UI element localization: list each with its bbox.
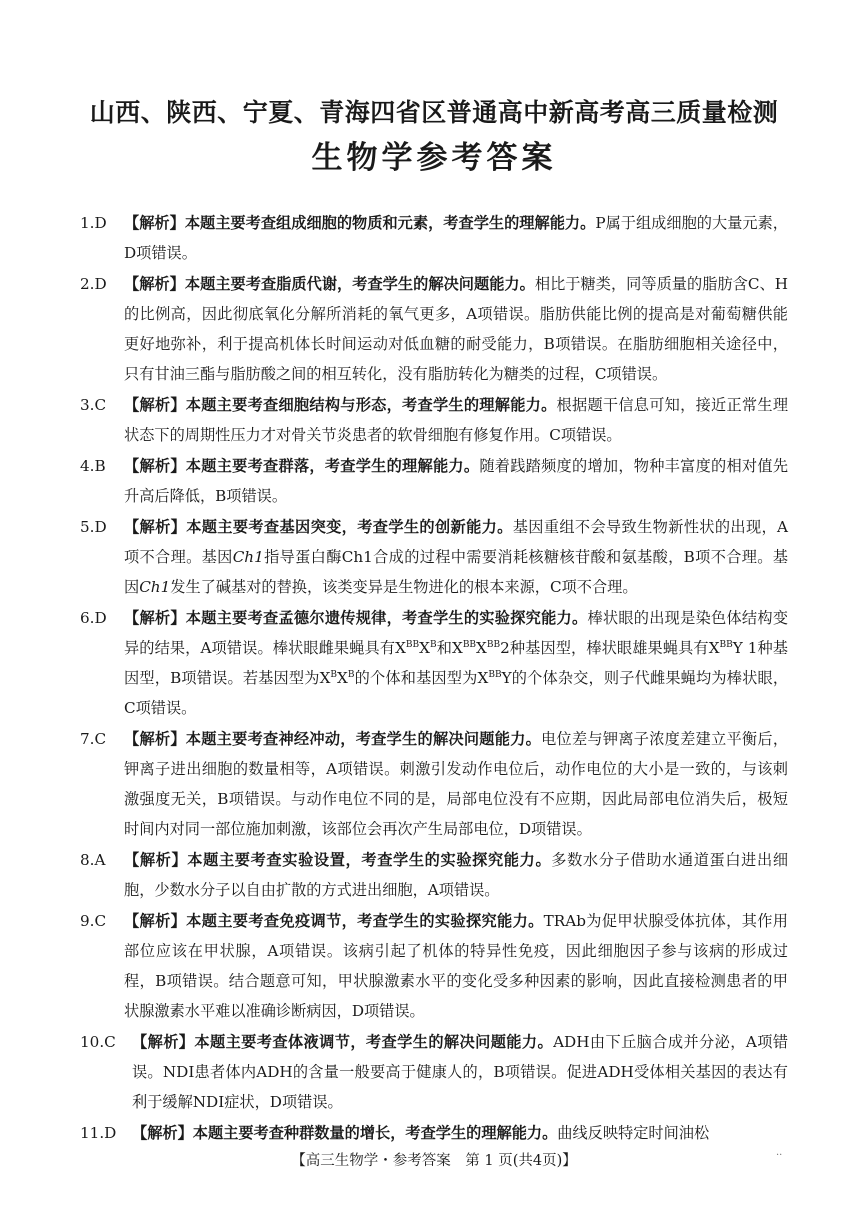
answer-content: 【解析】本题主要考查基因突变，考查学生的创新能力。基因重组不会导致生物新性状的出现，A项不合理。基因Ch1指导蛋白酶Ch1合成的过程中需要消耗核糖核苷酸和氨基酸，B项不合理。基因Ch1发生了碱基对的替换，该类变异是生物进化的根本来源，C项不合理。 bbox=[124, 518, 789, 596]
answer-number: 4.B bbox=[80, 457, 106, 475]
analysis-text: TRAb为促甲状腺受体抗体，其作用部位应该在甲状腺，A项错误。该病引起了机体的特异性免疫，因此细胞因子参与该病的形成过程，B项错误。结合题意可知，甲状腺激素水平的变化受多种因素的影响，因此直接检测患者的甲状腺激素水平难以准确诊断病因，D项错误。 bbox=[124, 912, 788, 1020]
analysis-tag: 【解析】本题主要考查基因突变，考查学生的创新能力。 bbox=[124, 518, 513, 536]
analysis-text: 多数水分子借助水通道蛋白进出细胞，少数水分子以自由扩散的方式进出细胞，A项错误。 bbox=[124, 851, 789, 899]
analysis-text: 曲线反映特定时间油松 bbox=[557, 1124, 710, 1142]
answer-item-9 bbox=[80, 906, 788, 1026]
answer-content bbox=[124, 208, 788, 268]
answer-content bbox=[124, 390, 788, 450]
answer-item-2 bbox=[80, 269, 788, 389]
analysis-tag: 【解析】本题主要考查免疫调节，考查学生的实验探究能力。 bbox=[124, 912, 544, 930]
answer-item-11 bbox=[80, 1118, 788, 1148]
analysis-tag: 【解析】本题主要考查体液调节，考查学生的解决问题能力。 bbox=[132, 1033, 554, 1051]
answer-number: 8.A bbox=[80, 851, 106, 869]
analysis-text: 随着践踏频度的增加，物种丰富度的相对值先升高后降低，B项错误。 bbox=[124, 457, 789, 505]
answer-number: 7.C bbox=[80, 730, 107, 748]
answer-content bbox=[124, 269, 788, 389]
analysis-text: 根据题干信息可知，接近正常生理状态下的周期性压力才对骨关节炎患者的软骨细胞有修复作用。C项错误。 bbox=[124, 396, 789, 444]
answer-key-title: 生物学参考答案 bbox=[311, 140, 557, 176]
answer-content: 【解析】本题主要考查孟德尔遗传规律，考查学生的实验探究能力。棒状眼的出现是染色体结构变异的结果，A项错误。棒状眼雌果蝇具有$X^{BB}X^B$和$X^{BB}X^{BB}2$种基因型，棒状眼雄果蝇具有$X^{BB}Y$ 1种基因型，B项错误。若基因型为$X^BX^B$的个体和基因型为$X^{BB}Y$的个体杂交，则子代雌果蝇均为棒状眼，C项错误。 bbox=[124, 609, 789, 717]
analysis-tag: 【解析】本题主要考查实验设置，考查学生的实验探究能力。 bbox=[124, 851, 552, 869]
analysis-tag: 【解析】本题主要考查孟德尔遗传规律，考查学生的实验探究能力。 bbox=[124, 609, 588, 627]
answer-number: 6.D bbox=[80, 609, 107, 627]
answer-number: 3.C bbox=[80, 396, 107, 414]
genotype: $X^{BB}$ bbox=[477, 669, 502, 687]
answer-content bbox=[124, 845, 788, 905]
answer-content bbox=[132, 1118, 788, 1148]
analysis-text: 电位差与钾离子浓度差建立平衡后，钾离子进出细胞的数量相等，A项错误。刺激引发动作电位后，动作电位的大小是一致的，与该刺激强度无关，B项错误。与动作电位不同的是，局部电位没有不应期，因此局部电位消失后，极短时间内对同一部位施加刺激，该部位会再次产生局部电位，D项错误。 bbox=[124, 730, 789, 838]
genotype: $X^BX^B$ bbox=[319, 669, 355, 687]
analysis-text: ADH由下丘脑合成并分泌，A项错误。NDI患者体内ADH的含量一般要高于健康人的，B项错误。促进ADH受体相关基因的表达有利于缓解NDI症状，D项错误。 bbox=[132, 1033, 789, 1111]
answer-item-5 bbox=[80, 512, 788, 602]
answer-content bbox=[124, 906, 788, 1026]
analysis-text: 相比于糖类，同等质量的脂肪含C、H的比例高，因此彻底氧化分解所消耗的氧气更多，A项错误。脂肪供能比例的提高是对葡萄糖供能更好地弥补，利于提高机体长时间运动对低血糖的耐受能力，B项错误。在脂肪细胞相关途径中，只有甘油三酯与脂肪酸之间的相互转化，没有脂肪转化为糖类的过程，C项错误。 bbox=[124, 275, 789, 383]
exam-title: 山西、陕西、宁夏、青海四省区普通高中新高考高三质量检测 bbox=[89, 98, 779, 127]
answer-item-3 bbox=[80, 390, 788, 450]
gene-name: Ch1 bbox=[139, 578, 171, 596]
analysis-tag: 【解析】本题主要考查细胞结构与形态，考查学生的理解能力。 bbox=[124, 396, 557, 414]
answer-item-7 bbox=[80, 724, 788, 844]
answer-number: 9.C bbox=[80, 912, 107, 930]
analysis-tag: 【解析】本题主要考查组成细胞的物质和元素，考查学生的理解能力。 bbox=[124, 214, 596, 232]
analysis-tag: 【解析】本题主要考查群落，考查学生的理解能力。 bbox=[124, 457, 480, 475]
answer-item-10 bbox=[80, 1027, 788, 1117]
answer-number: 5.D bbox=[80, 518, 107, 536]
answer-content bbox=[124, 451, 788, 511]
answer-item-8 bbox=[80, 845, 788, 905]
page-header bbox=[0, 96, 868, 180]
answer-content bbox=[124, 724, 788, 844]
answer-number: 2.D bbox=[80, 275, 107, 293]
gene-name: Ch1 bbox=[232, 548, 264, 566]
answer-item-1 bbox=[80, 208, 788, 268]
analysis-text: P属于组成细胞的大量元素，D项错误。 bbox=[124, 214, 788, 262]
page-footer: 【高三生物学・参考答案 第 1 页(共4页)】 bbox=[291, 1153, 577, 1169]
analysis-tag: 【解析】本题主要考查种群数量的增长，考查学生的理解能力。 bbox=[132, 1124, 558, 1142]
genotype: $X^{BB}X^B$ bbox=[395, 639, 437, 657]
answer-item-6 bbox=[80, 603, 788, 723]
answer-content bbox=[132, 1027, 788, 1117]
answer-number: 11.D bbox=[80, 1124, 117, 1142]
corner-mark: ·· bbox=[776, 1150, 783, 1161]
genotype: $X^{BB}X^{BB}$ bbox=[452, 639, 501, 657]
answer-number: 1.D bbox=[80, 214, 107, 232]
answer-list bbox=[80, 208, 788, 1149]
answer-number: 10.C bbox=[80, 1033, 116, 1051]
analysis-tag: 【解析】本题主要考查神经冲动，考查学生的解决问题能力。 bbox=[124, 730, 542, 748]
genotype: $X^{BB}$ bbox=[708, 639, 733, 657]
answer-item-4 bbox=[80, 451, 788, 511]
analysis-tag: 【解析】本题主要考查脂质代谢，考查学生的解决问题能力。 bbox=[124, 275, 535, 293]
